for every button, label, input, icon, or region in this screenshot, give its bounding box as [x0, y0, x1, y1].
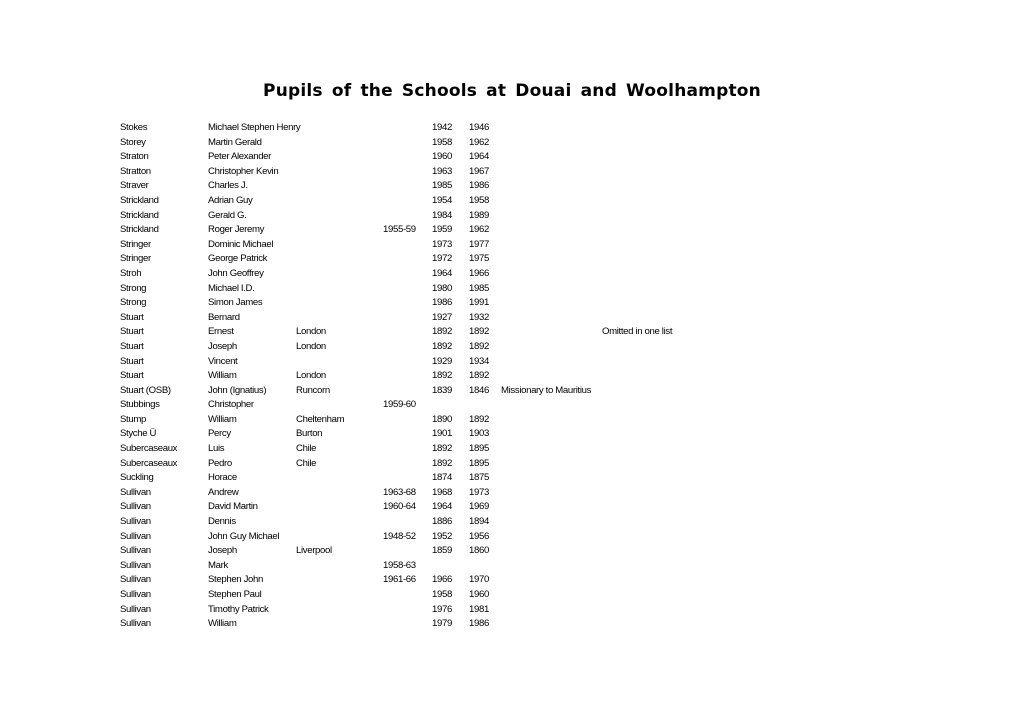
pupil-row — [0, 312, 1024, 327]
given-names-cell: Dennis — [208, 516, 236, 528]
given-names-cell: Horace — [208, 472, 237, 484]
end-year-cell: 1892 — [469, 413, 489, 425]
prep-years-cell: 1963-68 — [383, 486, 416, 498]
prep-years-cell: 1959-60 — [383, 399, 416, 411]
end-year-cell: 1967 — [469, 165, 489, 177]
given-names-cell: Percy — [208, 428, 231, 440]
end-year-cell: 1892 — [469, 340, 489, 352]
given-names-cell: Pedro — [208, 457, 232, 469]
prep-years-cell: 1955-59 — [383, 224, 416, 236]
pupil-list — [0, 122, 1024, 633]
surname-cell: Stump — [120, 413, 146, 425]
surname-cell: Sullivan — [120, 559, 151, 571]
surname-cell: Subercaseaux — [120, 443, 178, 455]
end-year-cell: 1932 — [469, 311, 489, 323]
place-cell: London — [296, 370, 326, 382]
start-year-cell: 1963 — [432, 165, 452, 177]
given-names-cell: William — [208, 413, 237, 425]
start-year-cell: 1986 — [432, 297, 452, 309]
end-year-cell: 1960 — [469, 589, 489, 600]
start-year-cell: 1973 — [432, 238, 452, 250]
given-names-cell: Andrew — [208, 486, 239, 498]
note-cell: Missionary to Mauritius — [501, 384, 592, 396]
surname-cell: Storey — [120, 136, 146, 148]
given-names-cell: Ernest — [208, 326, 234, 338]
pupil-row — [0, 326, 1024, 341]
surname-cell: Subercaseaux — [120, 457, 178, 469]
surname-cell: Stubbings — [120, 399, 160, 411]
surname-cell: Strickland — [120, 194, 159, 206]
start-year-cell: 1892 — [432, 370, 452, 382]
end-year-cell: 1969 — [469, 501, 489, 513]
surname-cell: Stokes — [120, 122, 148, 133]
pupil-row — [0, 589, 1024, 604]
given-names-cell: William — [208, 370, 237, 382]
pupil-row — [0, 122, 1024, 137]
given-names-cell: Martin Gerald — [208, 136, 262, 148]
given-names-cell: John (Ignatius) — [208, 384, 267, 396]
given-names-cell: Vincent — [208, 355, 238, 367]
pupil-row — [0, 195, 1024, 210]
prep-years-cell: 1960-64 — [383, 501, 416, 513]
surname-cell: Sullivan — [120, 603, 151, 615]
start-year-cell: 1892 — [432, 340, 452, 352]
end-year-cell: 1970 — [469, 574, 489, 586]
surname-cell: Sullivan — [120, 618, 151, 630]
surname-cell: Sullivan — [120, 589, 151, 600]
pupil-row — [0, 574, 1024, 589]
prep-years-cell: 1958-63 — [383, 559, 416, 571]
start-year-cell: 1968 — [432, 486, 452, 498]
pupil-row — [0, 428, 1024, 443]
start-year-cell: 1954 — [432, 194, 452, 206]
pupil-row — [0, 180, 1024, 195]
pupil-row — [0, 297, 1024, 312]
surname-cell: Stuart (OSB) — [120, 384, 171, 396]
pupil-row — [0, 166, 1024, 181]
start-year-cell: 1964 — [432, 501, 452, 513]
prep-years-cell: 1948-52 — [383, 530, 416, 542]
given-names-cell: George Patrick — [208, 253, 268, 265]
surname-cell: Straver — [120, 180, 149, 192]
given-names-cell: John Guy Michael — [208, 530, 280, 542]
surname-cell: Stringer — [120, 238, 151, 250]
surname-cell: Sullivan — [120, 545, 151, 557]
pupil-row — [0, 137, 1024, 152]
end-year-cell: 1975 — [469, 253, 489, 265]
surname-cell: Strickland — [120, 209, 159, 221]
end-year-cell: 1846 — [469, 384, 489, 396]
given-names-cell: Mark — [208, 559, 228, 571]
end-year-cell: 1977 — [469, 238, 489, 250]
given-names-cell: Michael Stephen Henry — [208, 122, 301, 133]
given-names-cell: Charles J. — [208, 180, 248, 192]
pupil-row — [0, 268, 1024, 283]
start-year-cell: 1892 — [432, 326, 452, 338]
end-year-cell: 1903 — [469, 428, 489, 440]
start-year-cell: 1839 — [432, 384, 452, 396]
end-year-cell: 1989 — [469, 209, 489, 221]
end-year-cell: 1986 — [469, 618, 489, 630]
surname-cell: Stroh — [120, 267, 142, 279]
place-cell: Chile — [296, 443, 317, 455]
end-year-cell: 1895 — [469, 457, 489, 469]
given-names-cell: Christopher Kevin — [208, 165, 279, 177]
pupil-row — [0, 399, 1024, 414]
given-names-cell: John Geoffrey — [208, 267, 264, 279]
surname-cell: Sullivan — [120, 530, 151, 542]
place-cell: London — [296, 340, 326, 352]
start-year-cell: 1972 — [432, 253, 452, 265]
start-year-cell: 1952 — [432, 530, 452, 542]
given-names-cell: Roger Jeremy — [208, 224, 265, 236]
given-names-cell: Dominic Michael — [208, 238, 274, 250]
given-names-cell: Timothy Patrick — [208, 603, 269, 615]
surname-cell: Sullivan — [120, 516, 151, 528]
pupil-row — [0, 458, 1024, 473]
pupil-row — [0, 487, 1024, 502]
end-year-cell: 1894 — [469, 516, 489, 528]
surname-cell: Stratton — [120, 165, 151, 177]
given-names-cell: Stephen Paul — [208, 589, 262, 600]
start-year-cell: 1980 — [432, 282, 452, 294]
end-year-cell: 1946 — [469, 122, 489, 133]
end-year-cell: 1860 — [469, 545, 489, 557]
surname-cell: Strong — [120, 297, 147, 309]
start-year-cell: 1976 — [432, 603, 452, 615]
start-year-cell: 1966 — [432, 574, 452, 586]
start-year-cell: 1942 — [432, 122, 452, 133]
end-year-cell: 1991 — [469, 297, 489, 309]
pupil-row — [0, 151, 1024, 166]
start-year-cell: 1901 — [432, 428, 452, 440]
end-year-cell: 1958 — [469, 194, 489, 206]
end-year-cell: 1962 — [469, 136, 489, 148]
start-year-cell: 1890 — [432, 413, 452, 425]
start-year-cell: 1927 — [432, 311, 452, 323]
given-names-cell: Joseph — [208, 340, 237, 352]
surname-cell: Straton — [120, 151, 149, 163]
given-names-cell: Christopher — [208, 399, 254, 411]
surname-cell: Stuart — [120, 340, 144, 352]
given-names-cell: David Martin — [208, 501, 258, 513]
surname-cell: Stuart — [120, 370, 144, 382]
surname-cell: Stuart — [120, 355, 144, 367]
given-names-cell: Peter Alexander — [208, 151, 272, 163]
end-year-cell: 1892 — [469, 370, 489, 382]
pupil-row — [0, 545, 1024, 560]
end-year-cell: 1956 — [469, 530, 489, 542]
pupil-row — [0, 224, 1024, 239]
end-year-cell: 1892 — [469, 326, 489, 338]
given-names-cell: Luis — [208, 443, 225, 455]
remark-cell: Omitted in one list — [602, 326, 673, 338]
start-year-cell: 1892 — [432, 443, 452, 455]
place-cell: Liverpool — [296, 545, 332, 557]
pupil-row — [0, 501, 1024, 516]
pupil-row — [0, 210, 1024, 225]
pupil-row — [0, 531, 1024, 546]
pupil-row — [0, 341, 1024, 356]
page-title: Pupils of the Schools at Douai and Woolhampton — [263, 81, 761, 101]
given-names-cell: Bernard — [208, 311, 240, 323]
given-names-cell: Michael I.D. — [208, 282, 255, 294]
end-year-cell: 1981 — [469, 603, 489, 615]
start-year-cell: 1964 — [432, 267, 452, 279]
start-year-cell: 1892 — [432, 457, 452, 469]
end-year-cell: 1973 — [469, 486, 489, 498]
start-year-cell: 1929 — [432, 355, 452, 367]
place-cell: Chile — [296, 457, 317, 469]
pupil-row — [0, 239, 1024, 254]
start-year-cell: 1984 — [432, 209, 452, 221]
start-year-cell: 1859 — [432, 545, 452, 557]
surname-cell: Stuart — [120, 311, 144, 323]
pupil-row — [0, 414, 1024, 429]
given-names-cell: William — [208, 618, 237, 630]
end-year-cell: 1895 — [469, 443, 489, 455]
given-names-cell: Gerald G. — [208, 209, 247, 221]
pupil-row — [0, 283, 1024, 298]
place-cell: Burton — [296, 428, 323, 440]
start-year-cell: 1960 — [432, 151, 452, 163]
surname-cell: Sullivan — [120, 501, 151, 513]
end-year-cell: 1986 — [469, 180, 489, 192]
place-cell: Runcorn — [296, 384, 330, 396]
place-cell: London — [296, 326, 326, 338]
place-cell: Cheltenham — [296, 413, 345, 425]
surname-cell: Sullivan — [120, 486, 151, 498]
pupil-row — [0, 385, 1024, 400]
given-names-cell: Adrian Guy — [208, 194, 253, 206]
start-year-cell: 1958 — [432, 136, 452, 148]
surname-cell: Strickland — [120, 224, 159, 236]
given-names-cell: Simon James — [208, 297, 263, 309]
surname-cell: Stringer — [120, 253, 151, 265]
end-year-cell: 1966 — [469, 267, 489, 279]
end-year-cell: 1875 — [469, 472, 489, 484]
pupil-row — [0, 370, 1024, 385]
start-year-cell: 1959 — [432, 224, 452, 236]
pupil-row — [0, 472, 1024, 487]
end-year-cell: 1964 — [469, 151, 489, 163]
end-year-cell: 1985 — [469, 282, 489, 294]
surname-cell: Styche Ü — [120, 428, 157, 440]
start-year-cell: 1958 — [432, 589, 452, 600]
surname-cell: Strong — [120, 282, 147, 294]
pupil-row — [0, 443, 1024, 458]
pupil-row — [0, 618, 1024, 633]
surname-cell: Stuart — [120, 326, 144, 338]
start-year-cell: 1985 — [432, 180, 452, 192]
pupil-row — [0, 560, 1024, 575]
given-names-cell: Stephen John — [208, 574, 264, 586]
surname-cell: Sullivan — [120, 574, 151, 586]
pupil-row — [0, 604, 1024, 619]
pupil-row — [0, 516, 1024, 531]
prep-years-cell: 1961-66 — [383, 574, 416, 586]
end-year-cell: 1934 — [469, 355, 489, 367]
start-year-cell: 1979 — [432, 618, 452, 630]
start-year-cell: 1874 — [432, 472, 452, 484]
start-year-cell: 1886 — [432, 516, 452, 528]
end-year-cell: 1962 — [469, 224, 489, 236]
surname-cell: Suckling — [120, 472, 154, 484]
pupil-row — [0, 253, 1024, 268]
given-names-cell: Joseph — [208, 545, 237, 557]
pupil-row — [0, 356, 1024, 371]
